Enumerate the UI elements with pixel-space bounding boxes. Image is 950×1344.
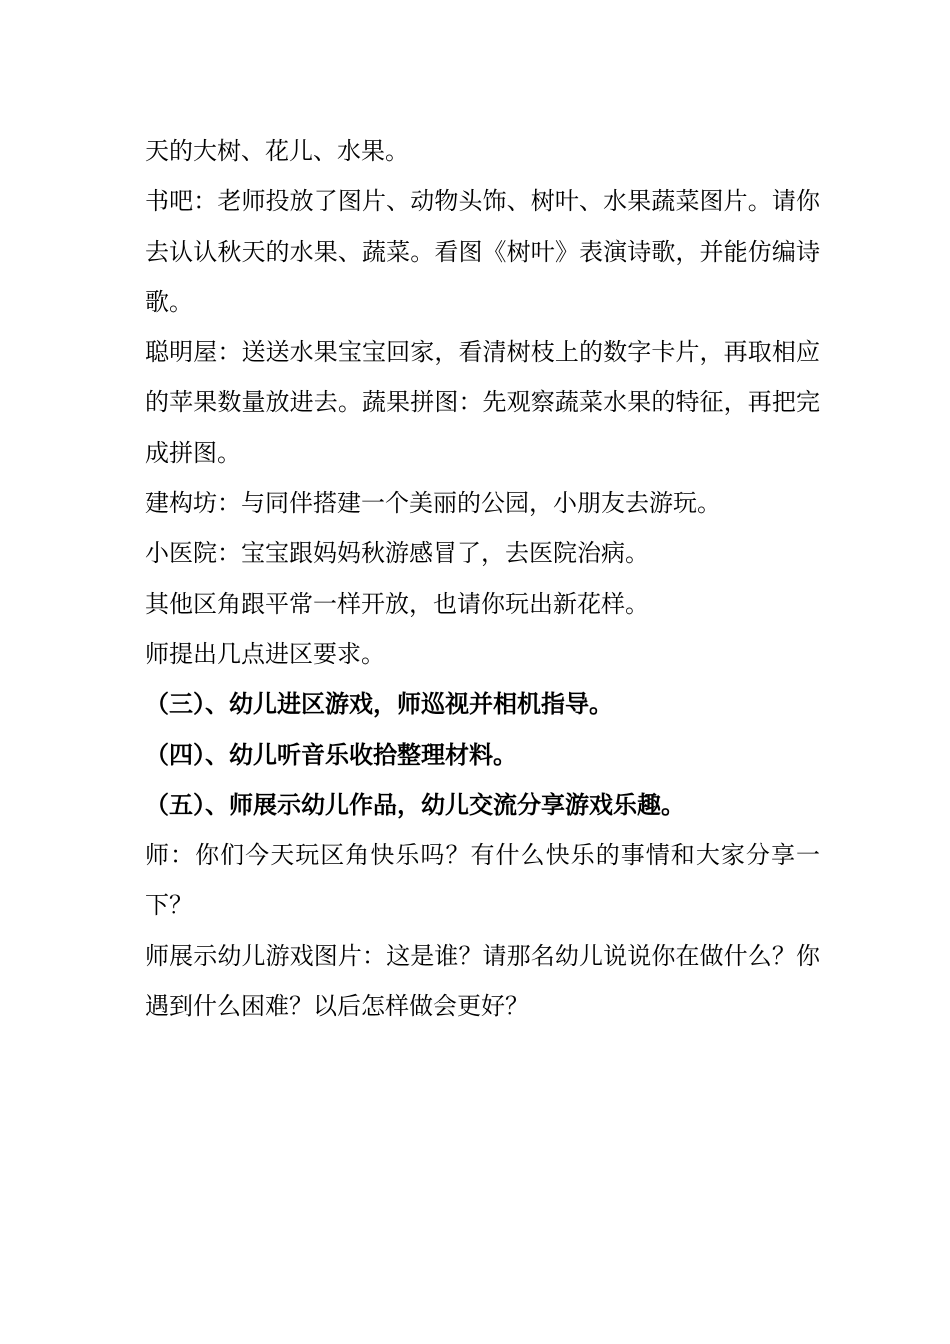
- section-heading-5: （五）、师展示幼儿作品，幼儿交流分享游戏乐趣。: [145, 789, 685, 819]
- paragraph-6: 其他区角跟平常一样开放，也请你玩出新花样。: [145, 589, 649, 618]
- paragraph-1: 天的大树、花儿、水果。: [145, 137, 409, 165]
- paragraph-2: 书吧：老师投放了图片、动物头饰、树叶、水果蔬菜图片。请你去认认秋天的水果、蔬菜。看图《树叶》表演诗歌，并能仿编诗歌。: [145, 187, 820, 316]
- section-heading-4: （四）、幼儿听音乐收拾整理材料。: [145, 739, 517, 769]
- section-heading-3: （三）、幼儿进区游戏，师巡视并相机指导。: [145, 689, 613, 719]
- paragraph-7: 师提出几点进区要求。: [145, 639, 385, 668]
- paragraph-3: 聪明屋：送送水果宝宝回家，看清树枝上的数字卡片，再取相应的苹果数量放进去。蔬果拼图：先观察蔬菜水果的特征，再把完成拼图。: [145, 338, 820, 467]
- paragraph-8: 师：你们今天玩区角快乐吗？有什么快乐的事情和大家分享一下？: [145, 841, 820, 920]
- paragraph-9: 师展示幼儿游戏图片：这是谁？请那名幼儿说说你在做什么？你遇到什么困难？以后怎样做会更好？: [145, 941, 820, 1021]
- document-body: [145, 126, 820, 1031]
- paragraph-5: 小医院：宝宝跟妈妈秋游感冒了，去医院治病。: [145, 539, 649, 568]
- paragraph-4: 建构坊：与同伴搭建一个美丽的公园，小朋友去游玩。: [145, 489, 721, 518]
